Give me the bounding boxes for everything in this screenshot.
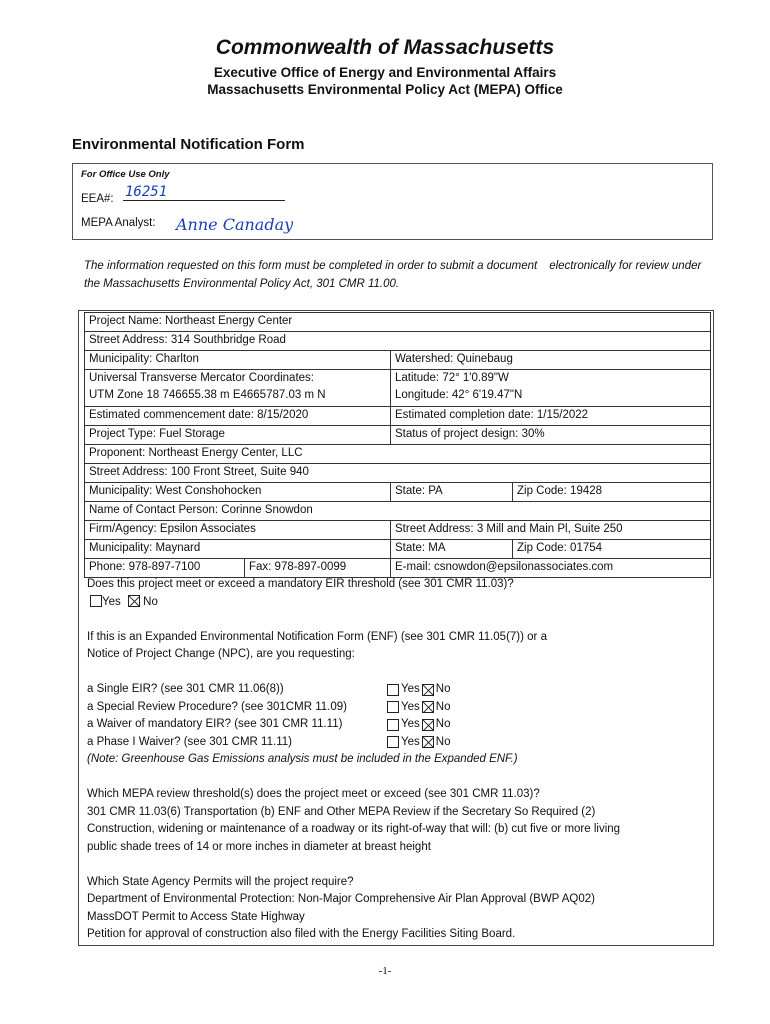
eea-number-field[interactable]: 16251 (123, 184, 285, 201)
permit-item[interactable]: Petition for approval of construction also filed with the Energy Facilities Siting Board. (87, 928, 516, 940)
option-label: a Waiver of mandatory EIR? (see 301 CMR 11.11) (87, 718, 343, 730)
proponent-street-field[interactable]: Street Address: 100 Front Street, Suite 940 (85, 464, 711, 483)
proponent-field[interactable]: Proponent: Northeast Energy Center, LLC (85, 445, 711, 464)
expanded-question-line2: Notice of Project Change (NPC), are you requesting: (87, 648, 355, 660)
option-single-eir (87, 681, 709, 699)
option-waiver-eir (87, 716, 709, 734)
office-use-label: For Office Use Only (81, 169, 170, 180)
firm-agency-field[interactable]: Firm/Agency: Epsilon Associates (85, 521, 391, 540)
email-field[interactable]: E-mail: csnowdon@epsilonassociates.com (391, 559, 711, 578)
yes-label: Yes (401, 700, 420, 713)
document-title: Commonwealth of Massachusetts (215, 36, 555, 59)
threshold-question: Which MEPA review threshold(s) does the project meet or exceed (see 301 CMR 11.03)? (87, 788, 540, 800)
office-name: Executive Office of Energy and Environmental Affairs (213, 65, 557, 80)
mepa-analyst-label: MEPA Analyst: (81, 217, 156, 229)
intro-text (84, 258, 714, 293)
proponent-state-field[interactable]: State: PA (391, 483, 513, 502)
contact-person-field[interactable]: Name of Contact Person: Corinne Snowdon (85, 502, 711, 521)
project-municipality-field[interactable]: Municipality: Charlton (85, 351, 391, 370)
proponent-zip-field[interactable]: Zip Code: 19428 (513, 483, 711, 502)
eir-answer (87, 594, 709, 612)
eir-yes-label: Yes (102, 595, 121, 608)
utm-label: Universal Transverse Mercator Coordinates: (89, 372, 314, 384)
option-label: a Special Review Procedure? (see 301CMR 11.09) (87, 700, 347, 713)
contact-street-field[interactable]: Street Address: 3 Mill and Main Pl, Suite 250 (391, 521, 711, 540)
special-review-yes-checkbox[interactable] (387, 701, 399, 713)
longitude-value: Longitude: 42° 6'19.47"N (395, 389, 523, 401)
commencement-date-field[interactable]: Estimated commencement date: 8/15/2020 (85, 407, 391, 426)
project-street-field[interactable]: Street Address: 314 Southbridge Road (85, 332, 711, 351)
latitude-value: Latitude: 72° 1'0.89"W (395, 372, 509, 384)
no-label: No (435, 718, 451, 730)
division-name: Massachusetts Environmental Policy Act (MEPA) Office (207, 82, 563, 97)
contact-zip-field[interactable]: Zip Code: 01754 (513, 540, 711, 559)
project-type-field[interactable]: Project Type: Fuel Storage (85, 426, 391, 445)
yes-label: Yes (401, 683, 420, 695)
completion-date-field[interactable]: Estimated completion date: 1/15/2022 (391, 407, 711, 426)
utm-coordinates-field[interactable] (85, 370, 391, 407)
intro-text-part2: electronically for review under the Massachusetts Environmental Policy Act, 301 CMR 11.00. (84, 260, 702, 290)
option-special-review (87, 699, 709, 717)
threshold-answer-1[interactable]: 301 CMR 11.03(6) Transportation (b) ENF and Other MEPA Review if the Secretary So Required (2) (87, 805, 596, 818)
project-name-field[interactable]: Project Name: Northeast Energy Center (85, 313, 711, 332)
permit-item[interactable]: MassDOT Permit to Access State Highway (87, 910, 305, 923)
eir-yes-checkbox[interactable] (90, 595, 102, 607)
fax-field[interactable]: Fax: 978-897-0099 (245, 559, 391, 578)
permit-item[interactable]: Department of Environmental Protection: Non-Major Comprehensive Air Plan Approval (BWP AQ02) (87, 893, 595, 905)
yes-label: Yes (401, 735, 420, 748)
questions-section (87, 576, 709, 944)
option-phase-waiver (87, 734, 709, 752)
design-status-field[interactable]: Status of project design: 30% (391, 426, 711, 445)
contact-state-field[interactable]: State: MA (391, 540, 513, 559)
option-label: a Phase I Waiver? (see 301 CMR 11.11) (87, 735, 292, 748)
phase-waiver-no-checkbox[interactable] (422, 736, 434, 748)
project-info-table (84, 312, 711, 578)
option-label: a Single EIR? (see 301 CMR 11.06(8)) (87, 683, 284, 695)
no-label: No (435, 735, 451, 748)
eea-number-label: EEA#: (81, 193, 114, 205)
threshold-answer-2[interactable]: Construction, widening or maintenance of a roadway or its right-of-way that will: (b) cut five or more living (87, 823, 621, 835)
single-eir-no-checkbox[interactable] (422, 684, 434, 696)
waiver-eir-no-checkbox[interactable] (422, 719, 434, 731)
expanded-question-line1: If this is an Expanded Environmental Notification Form (ENF) (see 301 CMR 11.05(7)) or a (87, 630, 547, 643)
no-label: No (435, 700, 451, 713)
waiver-eir-yes-checkbox[interactable] (387, 719, 399, 731)
proponent-municipality-field[interactable]: Municipality: West Conshohocken (85, 483, 391, 502)
utm-value: UTM Zone 18 746655.38 m E4665787.03 m N (89, 389, 326, 401)
form-title: Environmental Notification Form (72, 136, 305, 153)
eir-question: Does this project meet or exceed a mandatory EIR threshold (see 301 CMR 11.03)? (87, 578, 514, 590)
permits-question: Which State Agency Permits will the project require? (87, 875, 354, 888)
no-label: No (435, 683, 451, 695)
office-use-box (72, 163, 713, 240)
intro-text-part1: The information requested on this form must be completed in order to submit a document (84, 260, 538, 272)
eir-no-checkbox[interactable] (128, 595, 140, 607)
threshold-answer-3[interactable]: public shade trees of 14 or more inches in diameter at breast height (87, 840, 431, 853)
eir-no-label: No (143, 595, 158, 608)
phone-field[interactable]: Phone: 978-897-7100 (85, 559, 245, 578)
watershed-field[interactable]: Watershed: Quinebaug (391, 351, 711, 370)
page-number: -1- (378, 965, 392, 977)
yes-label: Yes (401, 718, 420, 730)
lat-long-field[interactable] (391, 370, 711, 407)
phase-waiver-yes-checkbox[interactable] (387, 736, 399, 748)
contact-municipality-field[interactable]: Municipality: Maynard (85, 540, 391, 559)
ghg-note: (Note: Greenhouse Gas Emissions analysis must be included in the Expanded ENF.) (87, 753, 518, 765)
single-eir-yes-checkbox[interactable] (387, 684, 399, 696)
mepa-analyst-field[interactable]: Anne Canaday (176, 215, 294, 234)
special-review-no-checkbox[interactable] (422, 701, 434, 713)
